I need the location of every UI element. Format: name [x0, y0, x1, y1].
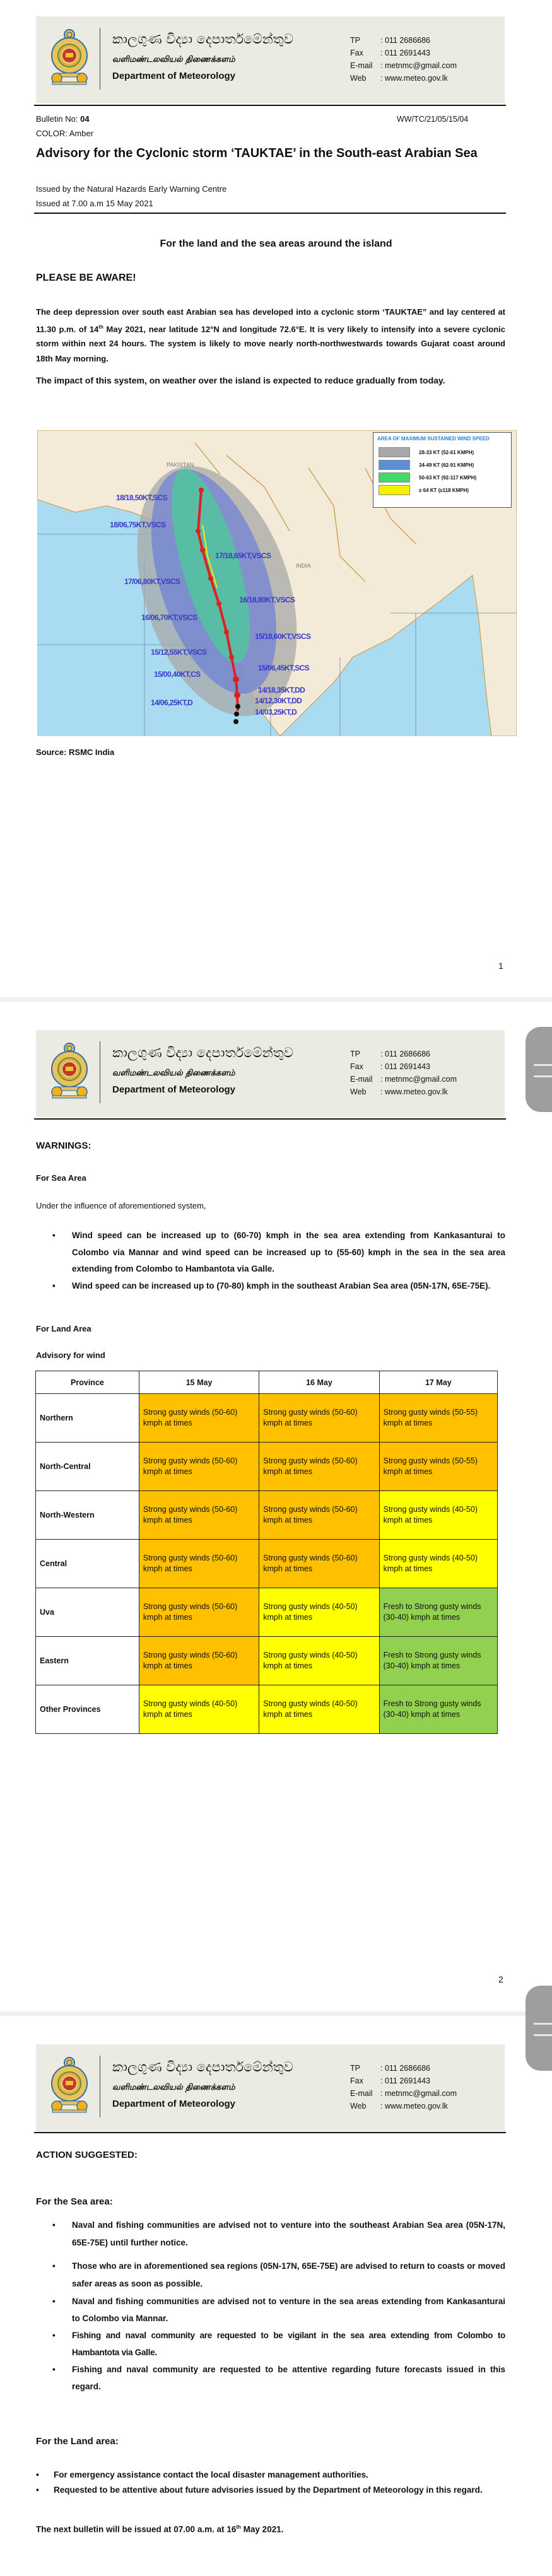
department-name-tamil: வளிமண்டலவியல் திணைக்களம்: [112, 55, 235, 64]
wind-advisory-cell: Strong gusty winds (40-50) kmph at times: [259, 1685, 379, 1734]
wind-advisory-cell: Strong gusty winds (40-50) kmph at times: [259, 1637, 379, 1685]
letterhead: [36, 2044, 505, 2131]
track-label: 15/12,55KT,VSCS: [151, 648, 207, 657]
province-cell: Uva: [36, 1588, 139, 1637]
legend-item: [379, 472, 511, 483]
track-label: 17/18,65KT,VSCS: [215, 551, 271, 560]
sea-area-heading: For Sea Area: [36, 1173, 86, 1183]
side-panel-toggle-button[interactable]: [526, 1986, 552, 2071]
sri-lanka-emblem-icon: [49, 1041, 90, 1099]
track-label: 15/06,45KT,SCS: [258, 664, 309, 672]
wind-advisory-cell: Strong gusty winds (50-60) kmph at times: [139, 1588, 259, 1637]
contact-email: E-mail : metnmc@gmail.com: [350, 2089, 457, 2098]
sea-action-list: [36, 2216, 505, 2395]
map-source: Source: RSMC India: [36, 747, 115, 757]
wind-advisory-cell: Strong gusty winds (40-50) kmph at times: [379, 1491, 497, 1540]
legend-label: 50-63 KT (92-117 KMPH): [419, 474, 477, 481]
table-row: [36, 1685, 498, 1734]
legend-swatch: [379, 472, 410, 483]
province-cell: North-Central: [36, 1443, 139, 1491]
track-label: 15/18,60KT,VSCS: [255, 632, 311, 641]
page-3: [0, 2016, 552, 2576]
land-action-list: [36, 2468, 505, 2498]
list-item: • Fishing and naval community are requested to be vigilant in the sea area extending from Colombo to Hambantota via Galle.: [36, 2327, 505, 2361]
track-label: 14/03,25KT,D: [255, 708, 297, 717]
page-1: [0, 0, 552, 997]
track-label: 18/18,50KT,SCS: [116, 493, 167, 502]
department-name-tamil: வளிமண்டலவியல் திணைக்களம்: [112, 1068, 235, 1078]
legend-swatch: [379, 460, 410, 470]
contact-details: [350, 34, 457, 85]
wind-advisory-heading: Advisory for wind: [36, 1350, 105, 1360]
letterhead: [36, 16, 505, 103]
letterhead-rule: [34, 1118, 506, 1120]
wind-advisory-cell: Strong gusty winds (50-55) kmph at times: [379, 1394, 497, 1443]
list-item: • Requested to be attentive about future advisories issued by the Department of Meteorology in this regard.: [36, 2483, 505, 2498]
land-area-heading: For Land Area: [36, 1324, 91, 1333]
contact-tp: TP : 011 2686686: [350, 36, 431, 45]
map-label-india: INDIA: [296, 563, 312, 569]
province-cell: North-Western: [36, 1491, 139, 1540]
column-header-day-1: 15 May: [139, 1371, 259, 1394]
page-gap: [0, 2011, 552, 2016]
list-item: • Wind speed can be increased up to (70-80) kmph in the southeast Arabian Sea area (05N-17N, 65E-75E).: [36, 1278, 505, 1295]
wind-advisory-cell: Strong gusty winds (50-60) kmph at times: [139, 1394, 259, 1443]
track-label: 14/12,30KT,DD: [255, 696, 302, 705]
track-label: 18/06,75KT,VSCS: [110, 520, 166, 529]
wind-advisory-cell: Strong gusty winds (40-50) kmph at times: [139, 1685, 259, 1734]
department-name-sinhala: කාලගුණ විද්‍යා දෙපාර්තමේන්තුව: [112, 32, 293, 47]
page-number: 2: [498, 1974, 503, 1984]
sea-warning-list: [36, 1227, 505, 1294]
province-cell: Northern: [36, 1394, 139, 1443]
contact-tp: TP : 011 2686686: [350, 2064, 431, 2073]
list-item: • Those who are in aforementioned sea regions (05N-17N, 65E-75E) are advised to return to coasts or moved safer areas as soon as possible.: [36, 2257, 505, 2293]
track-label: 15/00,40KT,CS: [154, 670, 201, 679]
table-row: [36, 1588, 498, 1637]
situation-paragraph: The deep depression over south east Arabian sea has developed into a cyclonic storm ‘TAUKTAE” and lay centered at 11.30 p.m. of 14th May 2021, near latitude 12°N and longitude 72.6°E. It is very likely to intensify into a severe cyclonic storm within next 24 hours. The system is likely to move nearly north-northwestwards towards Gujarat coast around 18th May morning.: [36, 307, 505, 363]
wind-advisory-cell: Fresh to Strong gusty winds (30-40) kmph at times: [379, 1588, 497, 1637]
contact-fax: Fax : 011 2691443: [350, 49, 431, 57]
contact-web: Web : www.meteo.gov.lk: [350, 1087, 448, 1096]
table-row: [36, 1540, 498, 1588]
table-row: [36, 1443, 498, 1491]
page-number: 1: [498, 961, 503, 971]
menu-handle-icon: [534, 1075, 552, 1077]
legend-item: [379, 447, 511, 457]
legend-item: [379, 485, 511, 495]
letterhead-rule: [34, 105, 506, 106]
department-name-sinhala: කාලගුණ විද්‍යා දෙපාර්තමේන්තුව: [112, 1045, 293, 1060]
side-panel-toggle-button[interactable]: [526, 1027, 552, 1112]
column-header-province: Province: [36, 1371, 139, 1394]
province-cell: Central: [36, 1540, 139, 1588]
issued-by: Issued by the Natural Hazards Early Warning Centre: [36, 184, 227, 194]
legend-swatch: [379, 447, 410, 457]
table-row: [36, 1637, 498, 1685]
wind-advisory-cell: Strong gusty winds (50-60) kmph at times: [259, 1491, 379, 1540]
issued-at: Issued at 7.00 a.m 15 May 2021: [36, 199, 153, 208]
action-heading: ACTION SUGGESTED:: [36, 2150, 138, 2160]
wind-advisory-cell: Strong gusty winds (40-50) kmph at times: [379, 1540, 497, 1588]
impact-paragraph: The impact of this system, on weather over the island is expected to reduce gradually from today.: [36, 375, 445, 385]
title-rule: [34, 213, 506, 214]
map-legend: [373, 432, 512, 508]
table-row: [36, 1491, 498, 1540]
sri-lanka-emblem-icon: [49, 2056, 90, 2114]
wind-advisory-cell: Strong gusty winds (50-60) kmph at times: [139, 1540, 259, 1588]
legend-rows: [373, 447, 511, 495]
letterhead-rule: [34, 2132, 506, 2133]
wind-advisory-cell: Strong gusty winds (50-60) kmph at times: [259, 1540, 379, 1588]
legend-label: 28-33 KT (52-61 KMPH): [419, 449, 474, 455]
menu-handle-icon: [534, 2034, 552, 2036]
alert-color: COLOR: Amber: [36, 129, 94, 138]
legend-item: [379, 460, 511, 470]
province-cell: Other Provinces: [36, 1685, 139, 1734]
table-row: [36, 1394, 498, 1443]
contact-tp: TP : 011 2686686: [350, 1050, 431, 1058]
track-label: 14/06,25KT,D: [151, 698, 193, 707]
department-name-tamil: வளிமண்டலவியல் திணைக்களம்: [112, 2083, 235, 2092]
menu-handle-icon: [534, 2023, 552, 2025]
contact-details: [350, 1048, 457, 1098]
wind-advisory-cell: Strong gusty winds (50-60) kmph at times: [139, 1637, 259, 1685]
sea-action-heading: For the Sea area:: [36, 2196, 113, 2207]
contact-web: Web : www.meteo.gov.lk: [350, 2102, 448, 2111]
map-label-pakistan: PAKISTAN: [167, 462, 194, 468]
legend-swatch: [379, 485, 410, 495]
page-gap: [0, 997, 552, 1002]
wind-advisory-cell: Strong gusty winds (50-55) kmph at times: [379, 1443, 497, 1491]
warnings-heading: WARNINGS:: [36, 1140, 91, 1151]
list-item: • Wind speed can be increased up to (60-70) kmph in the sea area extending from Kankasanturai to Colombo via Mannar and wind speed can be increased up to (55-60) kmph in the sea in the sea area extending from Colombo to Hambantota via Galle.: [36, 1227, 505, 1278]
next-bulletin-notice: The next bulletin will be issued at 07.00 a.m. at 16th May 2021.: [36, 2524, 284, 2534]
section-subtitle: For the land and the sea areas around the island: [160, 238, 392, 249]
contact-email: E-mail : metnmc@gmail.com: [350, 1075, 457, 1084]
department-name-english: Department of Meteorology: [112, 71, 236, 81]
department-name-sinhala: කාලගුණ විද්‍යා දෙපාර්තමේන්තුව: [112, 2059, 293, 2075]
track-label: 16/18,80KT,VSCS: [239, 595, 295, 604]
legend-label: ≥ 64 KT (≥118 KMPH): [419, 487, 469, 493]
advisory-title: Advisory for the Cyclonic storm ‘TAUKTAE’ in the South-east Arabian Sea: [36, 146, 478, 160]
sea-area-intro: Under the influence of aforementioned system,: [36, 1201, 206, 1210]
column-header-day-3: 17 May: [379, 1371, 497, 1394]
province-cell: Eastern: [36, 1637, 139, 1685]
wind-advisory-cell: Fresh to Strong gusty winds (30-40) kmph at times: [379, 1637, 497, 1685]
list-item: • Naval and fishing communities are advised not to venture into the southeast Arabian Sea area (05N-17N, 65E-75E) until further notice.: [36, 2216, 505, 2252]
cyclone-track-map: [37, 430, 517, 736]
land-action-heading: For the Land area:: [36, 2436, 119, 2447]
letterhead: [36, 1030, 505, 1117]
wind-advisory-cell: Strong gusty winds (40-50) kmph at times: [259, 1588, 379, 1637]
legend-title: AREA OF MAXIMUM SUSTAINED WIND SPEED: [377, 436, 490, 442]
table-header-row: [36, 1371, 498, 1394]
wind-advisory-cell: Strong gusty winds (50-60) kmph at times: [139, 1443, 259, 1491]
department-name-english: Department of Meteorology: [112, 2099, 236, 2109]
list-item: • For emergency assistance contact the local disaster management authorities.: [36, 2468, 505, 2483]
contact-email: E-mail : metnmc@gmail.com: [350, 61, 457, 70]
department-name-english: Department of Meteorology: [112, 1084, 236, 1095]
legend-label: 34-49 KT (62-91 KMPH): [419, 462, 474, 468]
contact-web: Web : www.meteo.gov.lk: [350, 74, 448, 83]
wind-advisory-cell: Strong gusty winds (50-60) kmph at times: [139, 1491, 259, 1540]
wind-advisory-table: [35, 1371, 498, 1734]
alert-heading: PLEASE BE AWARE!: [36, 272, 136, 283]
contact-fax: Fax : 011 2691443: [350, 2076, 431, 2085]
bulletin-number: Bulletin No: 04: [36, 114, 90, 124]
track-label: 16/06,70KT,VSCS: [141, 613, 197, 622]
track-label: 17/06,80KT,VSCS: [124, 577, 180, 586]
wind-advisory-cell: Strong gusty winds (50-60) kmph at times: [259, 1443, 379, 1491]
menu-handle-icon: [534, 1064, 552, 1066]
wind-advisory-cell: Fresh to Strong gusty winds (30-40) kmph at times: [379, 1685, 497, 1734]
track-label: 14/18,35KT,DD: [258, 686, 305, 694]
wind-advisory-cell: Strong gusty winds (50-60) kmph at times: [259, 1394, 379, 1443]
list-item: • Fishing and naval community are requested to be attentive regarding future forecasts issued in this regard.: [36, 2361, 505, 2395]
bulletin-reference: WW/TC/21/05/15/04: [397, 115, 469, 124]
contact-fax: Fax : 011 2691443: [350, 1062, 431, 1071]
column-header-day-2: 16 May: [259, 1371, 379, 1394]
sri-lanka-emblem-icon: [49, 28, 90, 86]
contact-details: [350, 2062, 457, 2112]
list-item: • Naval and fishing communities are advised not to venture in the sea areas extending from Kankasanturai to Colombo via Mannar.: [36, 2293, 505, 2327]
